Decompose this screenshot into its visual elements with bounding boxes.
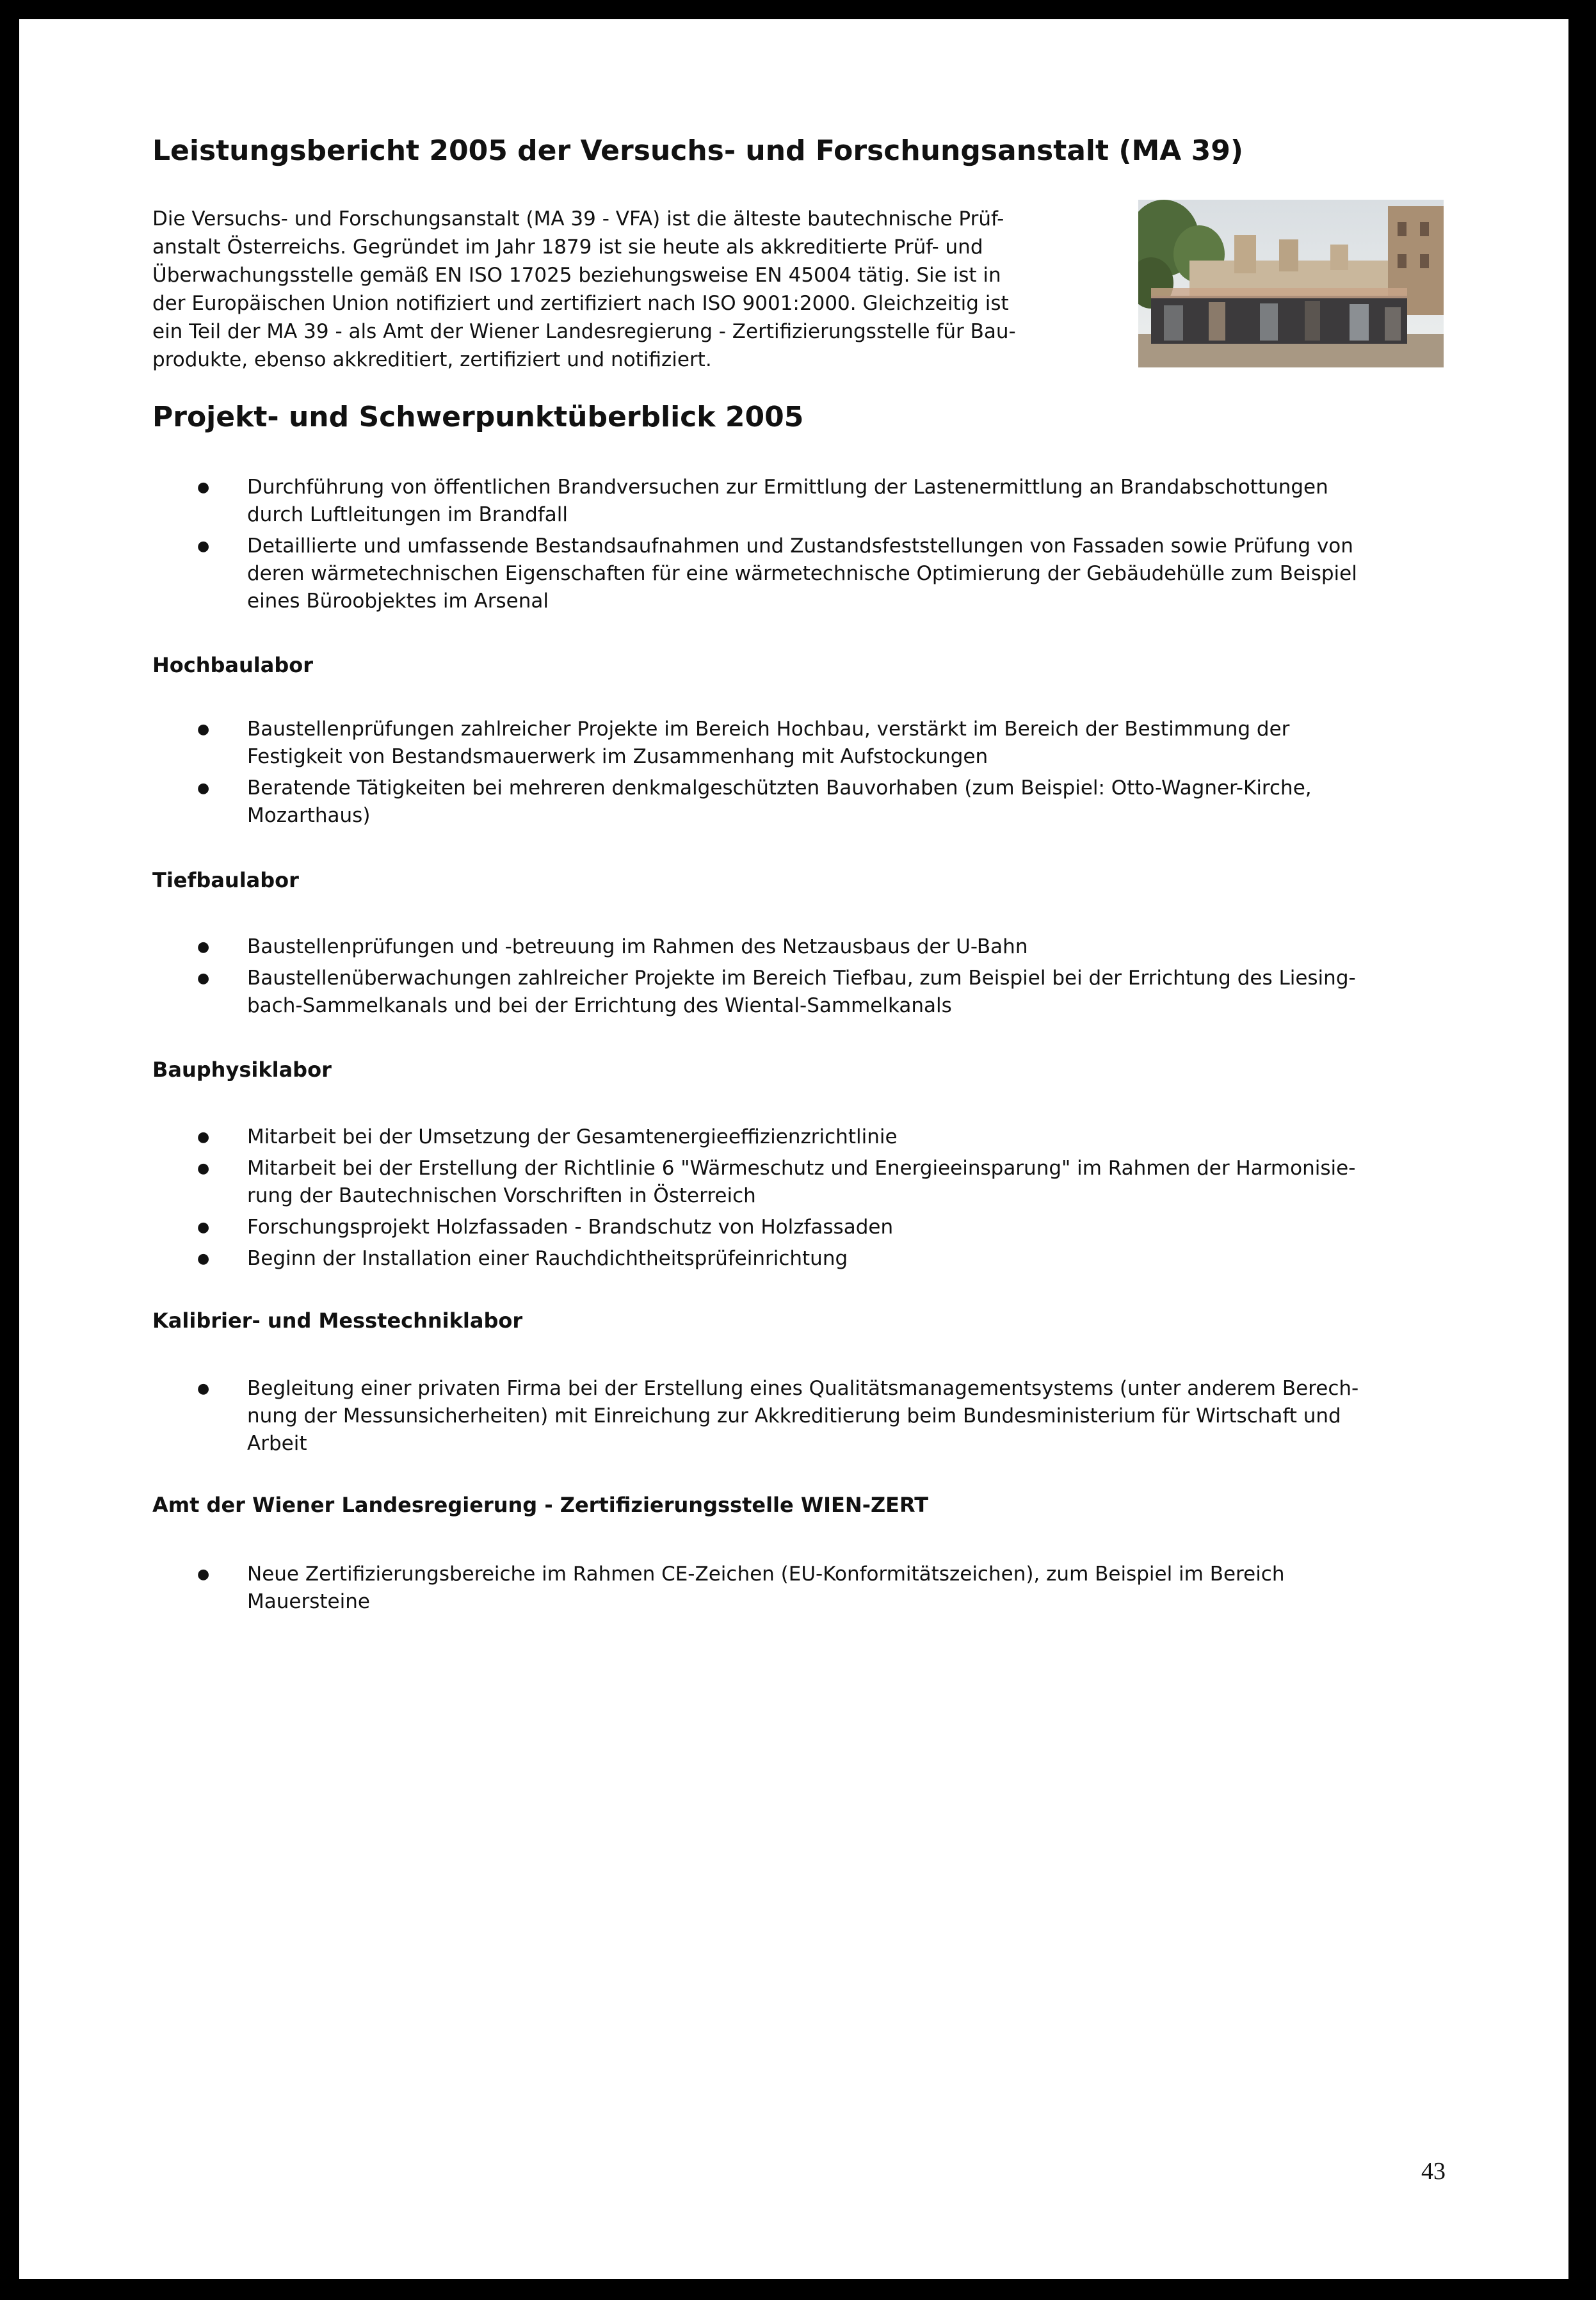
list-item-line: bach-Sammelkanals und bei der Errichtung des Wiental-Sammelkanals	[247, 994, 952, 1017]
list-item	[152, 533, 1452, 615]
list-item	[152, 1214, 1452, 1241]
list-item	[152, 1561, 1452, 1616]
list-item	[152, 474, 1452, 529]
list-item	[152, 965, 1452, 1020]
list-item-line: deren wärmetechnischen Eigenschaften für eine wärmetechnische Optimierung der Gebäudehülle zum Beispiel	[247, 562, 1357, 585]
section-heading-hochbaulabor: Hochbaulabor	[152, 653, 314, 677]
list-item-line: Beginn der Installation einer Rauchdichtheitsprüfeinrichtung	[247, 1247, 848, 1270]
list-item-line: Baustellenprüfungen und -betreuung im Rahmen des Netzausbaus der U-Bahn	[247, 935, 1028, 958]
page-number: 43	[1421, 2158, 1446, 2185]
list-item-line: Mauersteine	[247, 1590, 370, 1613]
list-item-line: Begleitung einer privaten Firma bei der Erstellung eines Qualitätsmanagementsystems (unter anderem Berech-	[247, 1377, 1359, 1400]
intro-line: ein Teil der MA 39 - als Amt der Wiener Landesregierung - Zertifizierungsstelle für Bau-	[152, 320, 1016, 343]
document-page	[19, 19, 1568, 2279]
list-item-line: Neue Zertifizierungsbereiche im Rahmen CE-Zeichen (EU-Konformitätszeichen), zum Beispiel im Bereich	[247, 1563, 1285, 1586]
list-item	[152, 1123, 1452, 1151]
intro-line: Die Versuchs- und Forschungsanstalt (MA 39 - VFA) ist die älteste bautechnische Prüf-	[152, 207, 1004, 230]
list-item-line: Baustellenprüfungen zahlreicher Projekte im Bereich Hochbau, verstärkt im Bereich der Bestimmung der	[247, 718, 1290, 741]
tiefbaulabor-list	[152, 933, 1452, 1024]
list-item	[152, 1155, 1452, 1210]
section-heading-kalibrierlabor: Kalibrier- und Messtechniklabor	[152, 1308, 523, 1333]
list-item-line: rung der Bautechnischen Vorschriften in Österreich	[247, 1184, 756, 1207]
list-item-line: nung der Messunsicherheiten) mit Einreichung zur Akkreditierung beim Bundesministerium für Wirtschaft und	[247, 1404, 1341, 1427]
section-heading-overview: Projekt- und Schwerpunktüberblick 2005	[152, 401, 804, 433]
list-item	[152, 1375, 1452, 1458]
list-item-line: Festigkeit von Bestandsmauerwerk im Zusammenhang mit Aufstockungen	[247, 745, 988, 768]
list-item	[152, 716, 1452, 771]
list-item-line: Forschungsprojekt Holzfassaden - Brandschutz von Holzfassaden	[247, 1216, 894, 1239]
overview-list	[152, 474, 1452, 619]
list-item-line: Baustellenüberwachungen zahlreicher Projekte im Bereich Tiefbau, zum Beispiel bei der Errichtung des Liesing-	[247, 967, 1356, 990]
section-heading-wien-zert: Amt der Wiener Landesregierung - Zertifizierungsstelle WIEN-ZERT	[152, 1493, 929, 1517]
wien-zert-list	[152, 1561, 1452, 1620]
list-item-line: Beratende Tätigkeiten bei mehreren denkmalgeschützten Bauvorhaben (zum Beispiel: Otto-Wagner-Kirche,	[247, 776, 1312, 800]
page-title: Leistungsbericht 2005 der Versuchs- und Forschungsanstalt (MA 39)	[152, 134, 1243, 167]
list-item	[152, 775, 1452, 830]
list-item-line: Detaillierte und umfassende Bestandsaufnahmen und Zustandsfeststellungen von Fassaden sowie Prüfung von	[247, 535, 1353, 558]
intro-line: der Europäischen Union notifiziert und zertifiziert nach ISO 9001:2000. Gleichzeitig ist	[152, 292, 1009, 315]
list-item-line: Mitarbeit bei der Umsetzung der Gesamtenergieeffizienzrichtlinie	[247, 1125, 898, 1148]
intro-line: produkte, ebenso akkreditiert, zertifiziert und notifiziert.	[152, 348, 712, 371]
list-item	[152, 933, 1452, 961]
list-item-line: Mozarthaus)	[247, 804, 371, 827]
list-item-line: eines Büroobjektes im Arsenal	[247, 590, 549, 613]
section-heading-bauphysiklabor: Bauphysiklabor	[152, 1058, 332, 1082]
list-item-line: Arbeit	[247, 1432, 307, 1455]
group-photo	[1138, 200, 1444, 367]
section-heading-tiefbaulabor: Tiefbaulabor	[152, 868, 299, 892]
bauphysiklabor-list	[152, 1123, 1452, 1276]
list-item-line: durch Luftleitungen im Brandfall	[247, 503, 568, 526]
list-item-line: Mitarbeit bei der Erstellung der Richtlinie 6 "Wärmeschutz und Energieeinsparung" im Rahmen der Harmonisie-	[247, 1157, 1356, 1180]
kalibrierlabor-list	[152, 1375, 1452, 1461]
intro-paragraph	[152, 205, 1113, 374]
list-item-line: Durchführung von öffentlichen Brandversuchen zur Ermittlung der Lastenermittlung an Brandabschottungen	[247, 476, 1328, 499]
list-item	[152, 1245, 1452, 1273]
hochbaulabor-list	[152, 716, 1452, 833]
intro-line: anstalt Österreichs. Gegründet im Jahr 1879 ist sie heute als akkreditierte Prüf- und	[152, 236, 983, 259]
intro-line: Überwachungsstelle gemäß EN ISO 17025 beziehungsweise EN 45004 tätig. Sie ist in	[152, 264, 1001, 287]
